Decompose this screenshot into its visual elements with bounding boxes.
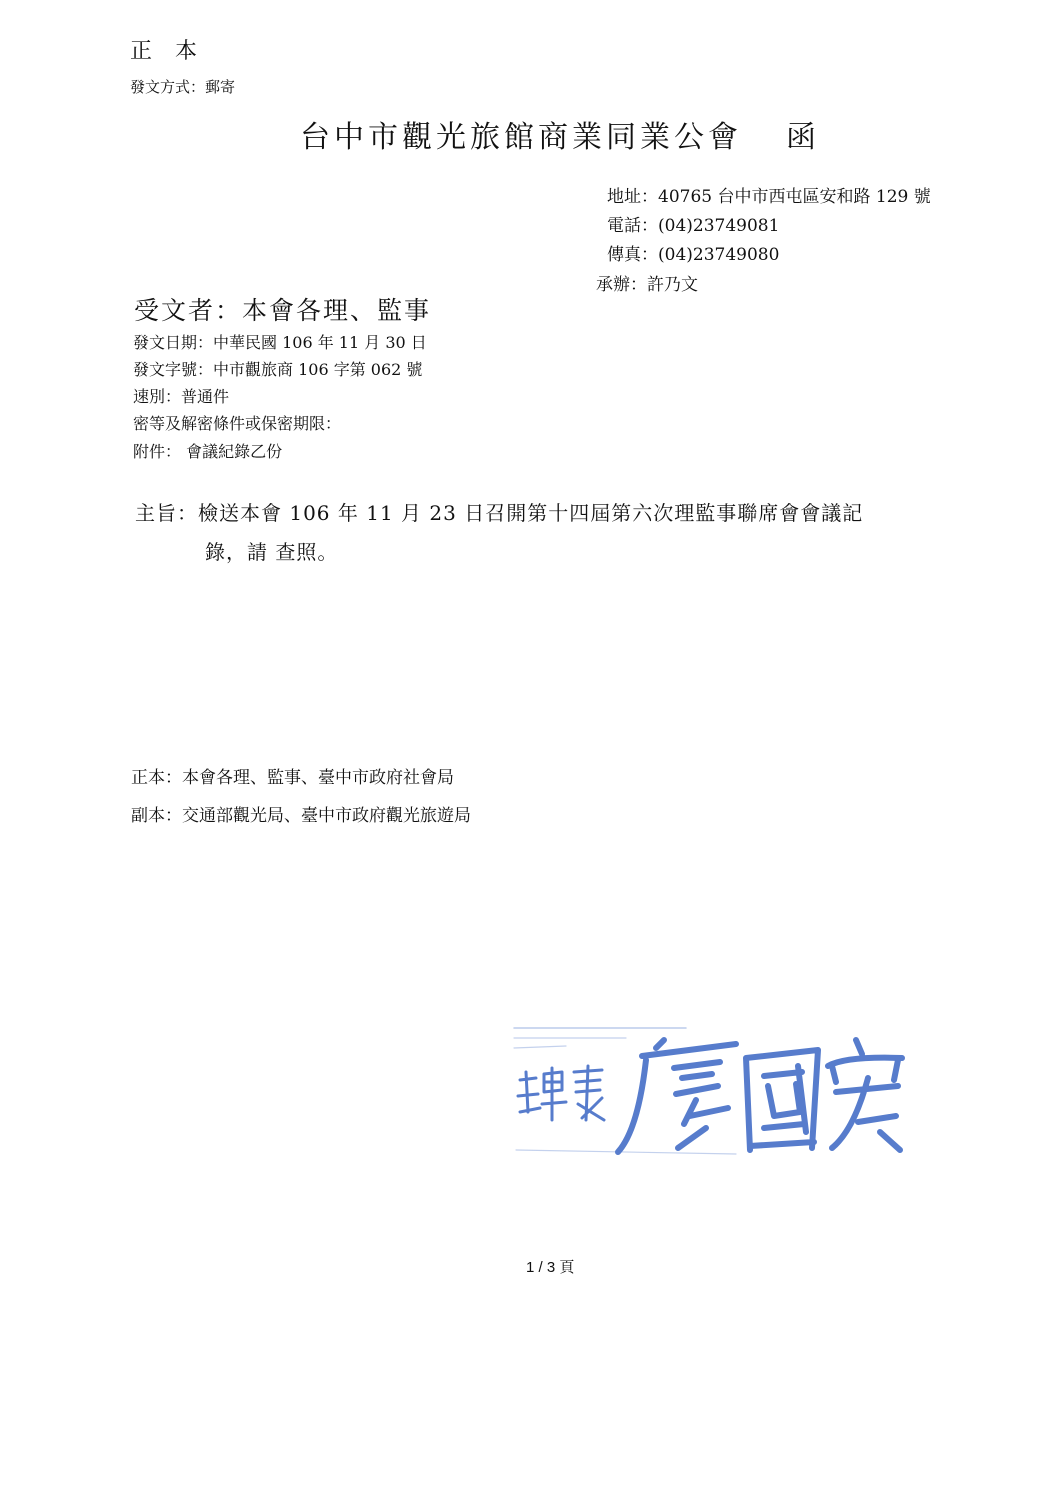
distribution-copy: 副本：交通部觀光局、臺中市政府觀光旅遊局	[131, 806, 471, 826]
chairman-seal	[506, 1020, 906, 1170]
contact-officer: 承辦：許乃文	[596, 275, 698, 295]
reference-number: 發文字號：中市觀旅商 106 字第 062 號	[133, 360, 423, 379]
doc-kind: 函	[786, 120, 820, 155]
subject-line-2: 錄，請 查照。	[205, 540, 339, 564]
send-method: 發文方式：郵寄	[130, 78, 236, 96]
contact-fax: 傳真：(04)23749080	[607, 245, 780, 265]
attachment: 附件： 會議紀錄乙份	[133, 442, 283, 461]
org-name: 台中市觀光旅館商業同業公會	[300, 120, 742, 155]
contact-address: 地址：40765 台中市西屯區安和路 129 號	[607, 187, 931, 207]
distribution-main: 正本：本會各理、監事、臺中市政府社會局	[131, 768, 454, 788]
copy-type-label: 正 本	[130, 39, 205, 64]
delivery-speed: 速別：普通件	[133, 387, 230, 406]
issue-date: 發文日期：中華民國 106 年 11 月 30 日	[133, 333, 427, 352]
page-number: 1 / 3 頁	[526, 1259, 575, 1276]
secrecy-level: 密等及解密條件或保密期限：	[133, 414, 342, 433]
document-title	[300, 112, 820, 156]
recipient: 受文者：本會各理、監事	[134, 296, 432, 325]
seal-stamp-image	[506, 1020, 906, 1170]
contact-phone: 電話：(04)23749081	[607, 216, 780, 236]
subject-line-1: 主旨：檢送本會 106 年 11 月 23 日召開第十四屆第六次理監事聯席會會議記	[135, 501, 864, 525]
